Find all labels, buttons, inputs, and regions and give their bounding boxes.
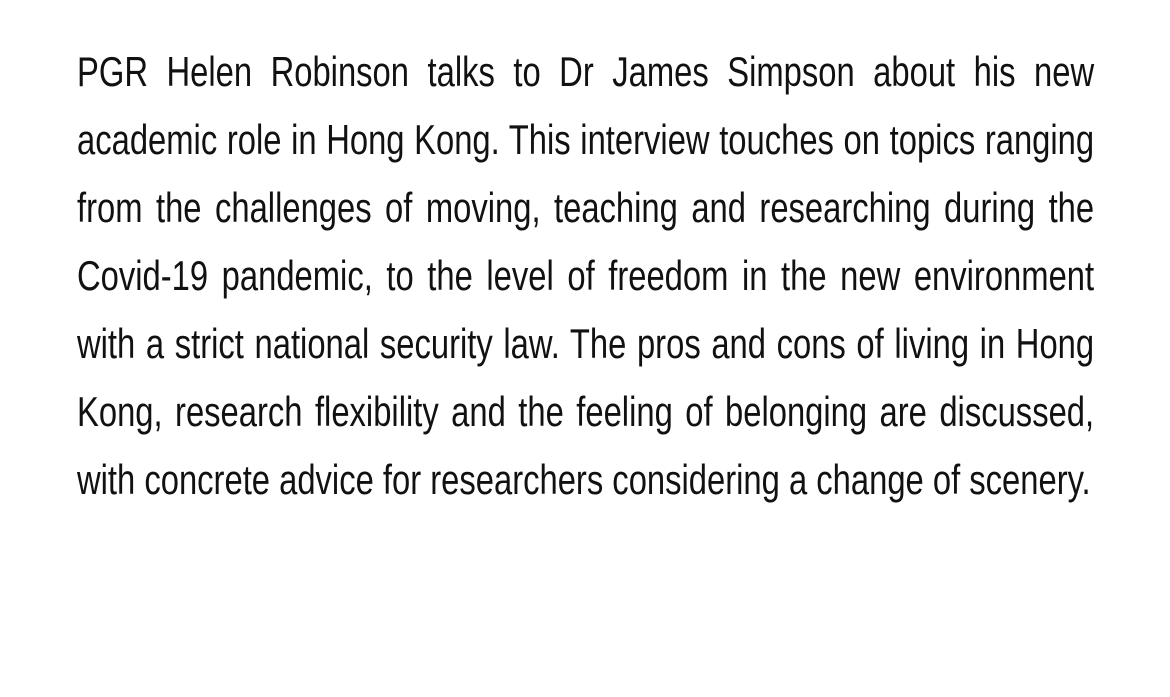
abstract-paragraph: PGR Helen Robinson talks to Dr James Simpson about his new academic role in Hong Kong. This interview touches on topics ranging from the challenges of moving, teaching and researching during the Covid-19 pandemic, to the level of freedom in the new environment with a strict national security law. The pros and cons of living in Hong Kong, research flexibility and the feeling of belonging are discussed, with concrete advice for researchers considering a change of scenery. (77, 48, 1095, 503)
